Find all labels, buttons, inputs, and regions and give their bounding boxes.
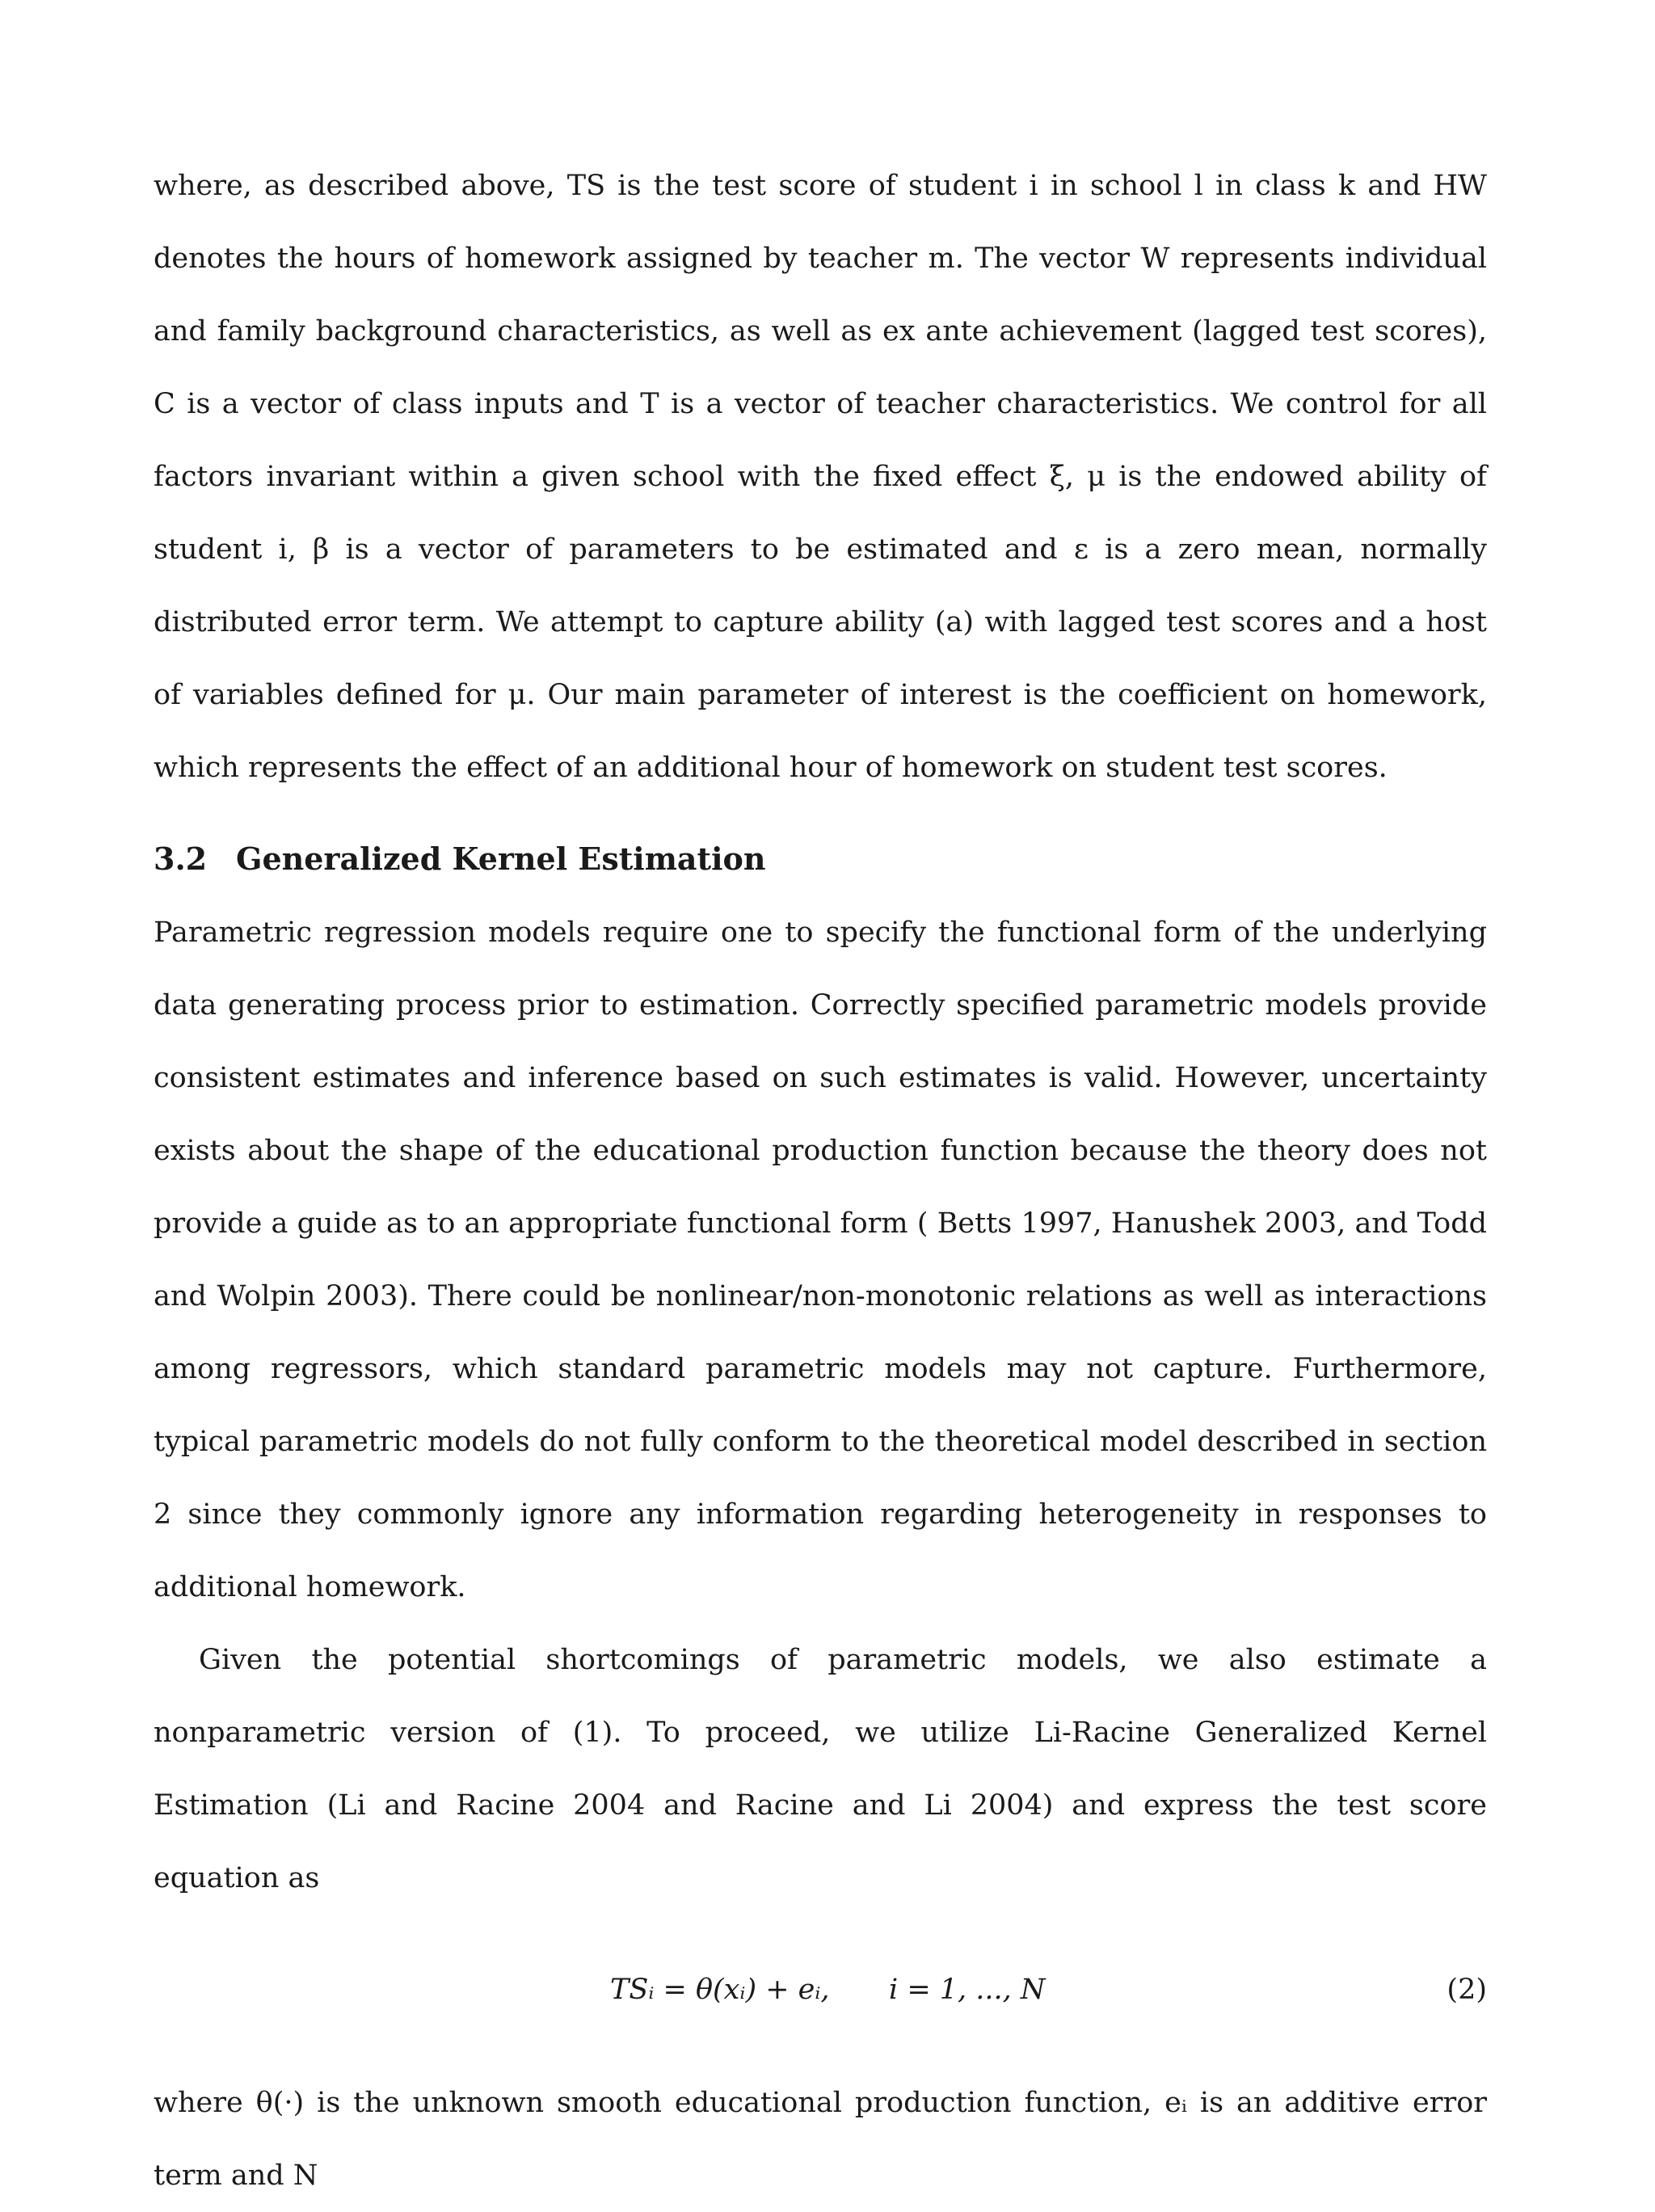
paragraph-equation-explanation: where θ(·) is the unknown smooth educational production function, eᵢ is an additive error term and N [154, 2087, 1487, 2192]
paragraph-parametric-models: Parametric regression models require one to specify the functional form of the underlying data generating process prior to estimation. Correctly specified parametric models provide consistent estimates and inference based on such estimates is valid. However, uncertainty exists about the shape of the educational production function because the theory does not provide a guide as to an appropriate functional form ( Betts 1997, Hanushek 2003, and Todd and Wolpin 2003). There could be nonlinear/non-monotonic relations as well as interactions among regressors, which standard parametric models may not capture. Furthermore, typical parametric models do not fully conform to the theoretical model described in section 2 since they commonly ignore any information regarding heterogeneity in responses to additional homework. [154, 916, 1487, 1603]
section-heading [154, 822, 1487, 896]
paper-page [154, 150, 1487, 2212]
equation-expression: TSᵢ = θ(xᵢ) + eᵢ, [610, 1974, 830, 2006]
equation-number: (2) [1447, 1974, 1487, 2006]
equation-index-range: i = 1, ..., N [889, 1974, 1046, 2006]
section-number: 3.2 [154, 841, 208, 877]
paragraph-nonparametric-intro: Given the potential shortcomings of parametric models, we also estimate a nonparametric version of (1). To proceed, we utilize Li-Racine Generalized Kernel Estimation (Li and Racine 2004 and Racine and Li 2004) and express the test score equation as [154, 1644, 1487, 1894]
section-title: Generalized Kernel Estimation [236, 841, 766, 877]
equation-2 [154, 1953, 1487, 2026]
paragraph-model-description: where, as described above, TS is the test score of student i in school l in class k and HW denotes the hours of homework assigned by teacher m. The vector W represents individual and family background characteristics, as well as ex ante achievement (lagged test scores), C is a vector of class inputs and T is a vector of teacher characteristics. We control for all factors invariant within a given school with the fixed effect ξ, μ is the endowed ability of student i, β is a vector of parameters to be estimated and ε is a zero mean, normally distributed error term. We attempt to capture ability (a) with lagged test scores and a host of variables defined for μ. Our main parameter of interest is the coefficient on homework, which represents the effect of an additional hour of homework on student test scores. [154, 170, 1487, 784]
